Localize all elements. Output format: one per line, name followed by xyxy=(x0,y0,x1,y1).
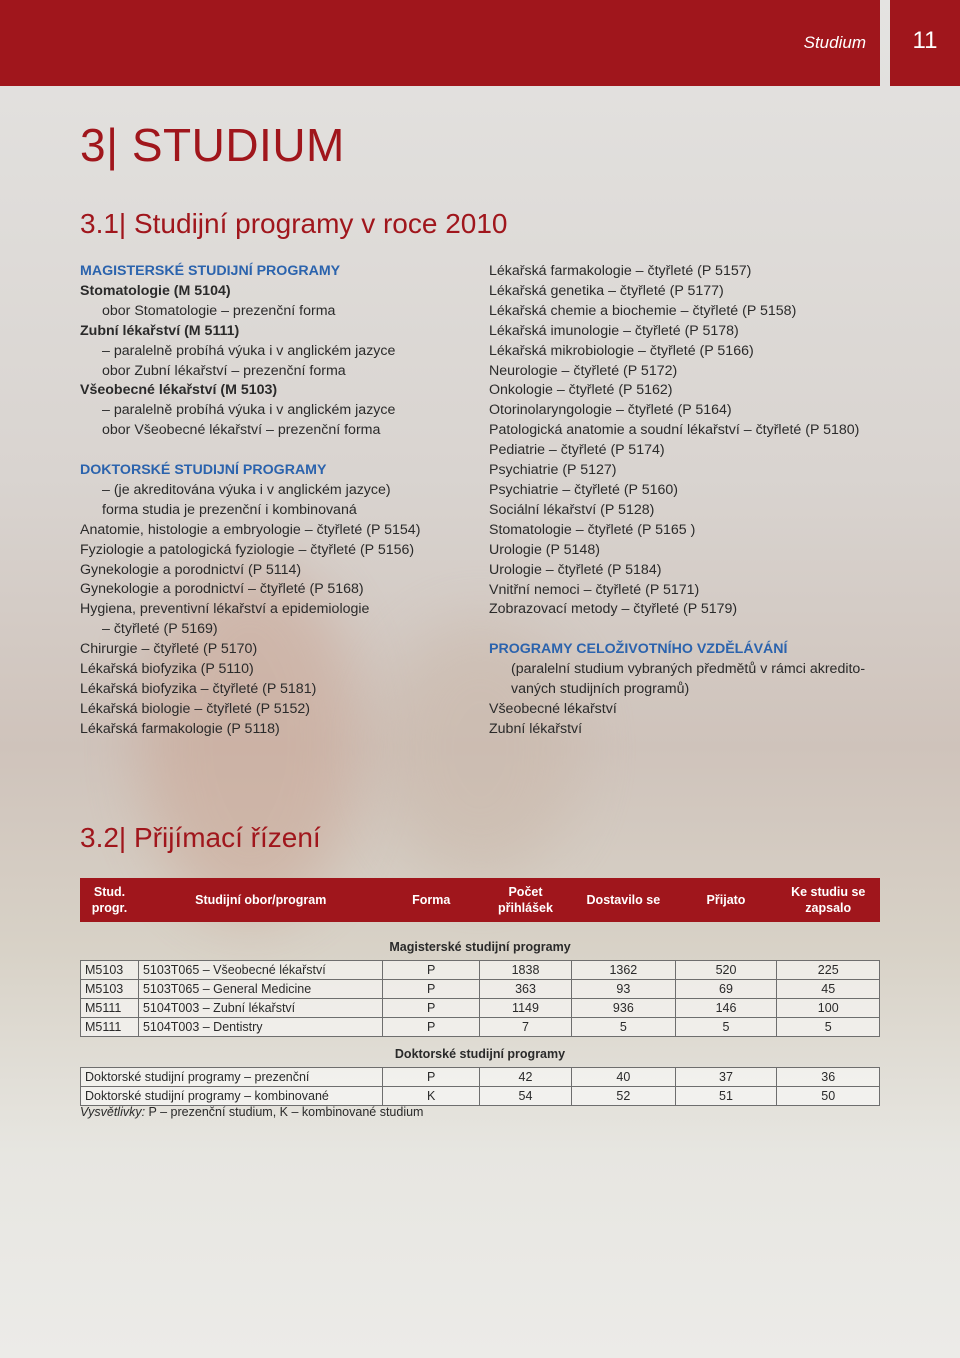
list-item: Lékařská mikrobiologie – čtyřleté (P 5166) xyxy=(489,342,754,359)
list-item: obor Stomatologie – prezenční forma xyxy=(102,302,336,319)
table-cell: 1838 xyxy=(479,961,571,980)
table-cell: 225 xyxy=(777,961,880,980)
table-cell: 146 xyxy=(675,999,777,1018)
table-cell: 42 xyxy=(479,1068,571,1087)
list-item: Všeobecné lékařství xyxy=(489,700,617,717)
list-item: obor Zubní lékařství – prezenční forma xyxy=(102,362,346,379)
table-cell: 5103T065 – Všeobecné lékařství xyxy=(138,961,383,980)
table-cell: P xyxy=(383,1018,479,1037)
left-column xyxy=(80,262,480,740)
section-title-3-1: 3.1| Studijní programy v roce 2010 xyxy=(80,208,508,239)
list-item: (paralelní studium vybraných předmětů v rámci akredito- xyxy=(511,661,866,678)
table-section-label: Doktorské studijní programy xyxy=(394,1047,566,1061)
table-cell: 1362 xyxy=(572,961,675,980)
table-row xyxy=(81,999,880,1018)
list-item: – (je akreditována výuka i v anglickém jazyce) xyxy=(102,481,391,498)
table-cell: 363 xyxy=(479,980,571,999)
list-item: Lékařská biologie – čtyřleté (P 5152) xyxy=(80,700,311,717)
col-header: Přijato xyxy=(675,879,777,922)
list-item: Pediatrie – čtyřleté (P 5174) xyxy=(489,442,665,459)
table-header-row xyxy=(81,879,880,922)
col-header: Forma xyxy=(383,879,479,922)
list-item: Lékařská farmakologie – čtyřleté (P 5157) xyxy=(489,263,752,279)
col-header: Studijní obor/program xyxy=(138,879,383,922)
right-column xyxy=(489,262,889,740)
table-cell: 93 xyxy=(572,980,675,999)
table-cell: M5111 xyxy=(81,999,139,1018)
table-cell: 69 xyxy=(675,980,777,999)
table-cell: 520 xyxy=(675,961,777,980)
table-cell: 100 xyxy=(777,999,880,1018)
list-item: Anatomie, histologie a embryologie – čtyřleté (P 5154) xyxy=(80,521,421,538)
table-row xyxy=(81,980,880,999)
list-item: Stomatologie – čtyřleté (P 5165 ) xyxy=(489,521,696,538)
table-cell: 5104T003 – Zubní lékařství xyxy=(138,999,383,1018)
table-cell: 5103T065 – General Medicine xyxy=(138,980,383,999)
table-cell: 936 xyxy=(572,999,675,1018)
table-cell: 51 xyxy=(675,1087,777,1106)
section-heading: PROGRAMY CELOŽIVOTNÍHO VZDĚLÁVÁNÍ xyxy=(489,641,788,658)
col-header: Počet přihlášek xyxy=(479,879,571,922)
list-item: – paralelně probíhá výuka i v anglickém jazyce xyxy=(102,402,396,419)
table-note xyxy=(80,1105,423,1119)
table-cell: P xyxy=(383,961,479,980)
list-item: – čtyřleté (P 5169) xyxy=(102,621,218,638)
table-cell: 45 xyxy=(777,980,880,999)
list-item: Lékařská biofyzika (P 5110) xyxy=(80,661,254,678)
col-header: Dostavilo se xyxy=(572,879,675,922)
list-item: Lékařská imunologie – čtyřleté (P 5178) xyxy=(489,322,739,339)
list-item: Lékařská chemie a biochemie – čtyřleté (P 5158) xyxy=(489,302,797,319)
table-row xyxy=(81,961,880,980)
table-cell: P xyxy=(383,980,479,999)
list-item: Fyziologie a patologická fyziologie – čtyřleté (P 5156) xyxy=(80,541,415,558)
table-cell: Doktorské studijní programy – prezenční xyxy=(81,1068,383,1087)
list-item: Patologická anatomie a soudní lékařství – čtyřleté (P 5180) xyxy=(489,422,860,439)
col-header: Ke studiu se zapsalo xyxy=(777,879,880,922)
list-item: Zobrazovací metody – čtyřleté (P 5179) xyxy=(489,601,738,618)
page-number: 11 xyxy=(912,27,938,54)
list-item: obor Všeobecné lékařství – prezenční forma xyxy=(102,422,381,439)
list-item: Hygiena, preventivní lékařství a epidemiologie xyxy=(80,601,370,618)
col-header: Stud. progr. xyxy=(81,879,139,922)
list-item: Sociální lékařství (P 5128) xyxy=(489,501,655,518)
list-item: Gynekologie a porodnictví (P 5114) xyxy=(80,561,302,578)
table-cell: P xyxy=(383,1068,479,1087)
table-cell: M5103 xyxy=(81,980,139,999)
list-item: Všeobecné lékařství (M 5103) xyxy=(80,382,278,399)
spacer-row xyxy=(81,922,880,931)
note-text: P – prezenční studium, K – kombinované studium xyxy=(145,1105,424,1119)
list-item: Neurologie – čtyřleté (P 5172) xyxy=(489,362,678,379)
table-row xyxy=(81,1087,880,1106)
header-band xyxy=(0,0,880,86)
table-cell: 7 xyxy=(479,1018,571,1037)
table-section-row xyxy=(81,930,880,961)
section-title-3-2: 3.2| Přijímací řízení xyxy=(80,822,321,853)
list-item: Otorinolaryngologie – čtyřleté (P 5164) xyxy=(489,402,732,419)
header-section-title: Studium xyxy=(803,33,866,52)
table-row xyxy=(81,1068,880,1087)
table-cell: 52 xyxy=(572,1087,675,1106)
spacer xyxy=(80,441,480,461)
list-item: Psychiatrie (P 5127) xyxy=(489,462,617,479)
table-cell: 37 xyxy=(675,1068,777,1087)
list-item: forma studia je prezenční i kombinovaná xyxy=(102,501,357,518)
table-section-label: Magisterské studijní programy xyxy=(389,940,571,954)
section-heading: DOKTORSKÉ STUDIJNÍ PROGRAMY xyxy=(80,462,327,479)
list-item: Zubní lékařství xyxy=(489,720,583,737)
list-item: Zubní lékařství (M 5111) xyxy=(80,322,240,339)
list-item: vaných studijních programů) xyxy=(511,681,690,698)
list-item: Lékařská genetika – čtyřleté (P 5177) xyxy=(489,282,724,299)
list-item: Vnitřní nemoci – čtyřleté (P 5171) xyxy=(489,581,700,598)
table-cell: 1149 xyxy=(479,999,571,1018)
admissions-table xyxy=(80,878,880,1106)
note-label: Vysvětlivky: xyxy=(80,1105,146,1119)
table-row xyxy=(81,1018,880,1037)
table-cell: 54 xyxy=(479,1087,571,1106)
chapter-title: 3| STUDIUM xyxy=(80,119,345,171)
list-item: Psychiatrie – čtyřleté (P 5160) xyxy=(489,481,678,498)
list-item: Urologie (P 5148) xyxy=(489,541,600,558)
list-item: Stomatologie (M 5104) xyxy=(80,282,231,299)
list-item: Lékařská farmakologie (P 5118) xyxy=(80,720,280,737)
list-item: Chirurgie – čtyřleté (P 5170) xyxy=(80,641,258,658)
table-cell: K xyxy=(383,1087,479,1106)
table-cell: 50 xyxy=(777,1087,880,1106)
list-item: Gynekologie a porodnictví – čtyřleté (P 5168) xyxy=(80,581,364,598)
spacer xyxy=(489,620,889,640)
table-cell: 40 xyxy=(572,1068,675,1087)
table-cell: 5 xyxy=(675,1018,777,1037)
list-item: Onkologie – čtyřleté (P 5162) xyxy=(489,382,673,399)
list-item: – paralelně probíhá výuka i v anglickém jazyce xyxy=(102,342,396,359)
list-item: Urologie – čtyřleté (P 5184) xyxy=(489,561,662,578)
table-section-row xyxy=(81,1037,880,1068)
table-cell: 5 xyxy=(572,1018,675,1037)
list-item: Lékařská biofyzika – čtyřleté (P 5181) xyxy=(80,681,317,698)
table-cell: 5 xyxy=(777,1018,880,1037)
table-cell: 36 xyxy=(777,1068,880,1087)
table-cell: M5111 xyxy=(81,1018,139,1037)
section-heading: MAGISTERSKÉ STUDIJNÍ PROGRAMY xyxy=(80,263,341,279)
table-cell: Doktorské studijní programy – kombinované xyxy=(81,1087,383,1106)
table-cell: 5104T003 – Dentistry xyxy=(138,1018,383,1037)
table-cell: P xyxy=(383,999,479,1018)
table-cell: M5103 xyxy=(81,961,139,980)
